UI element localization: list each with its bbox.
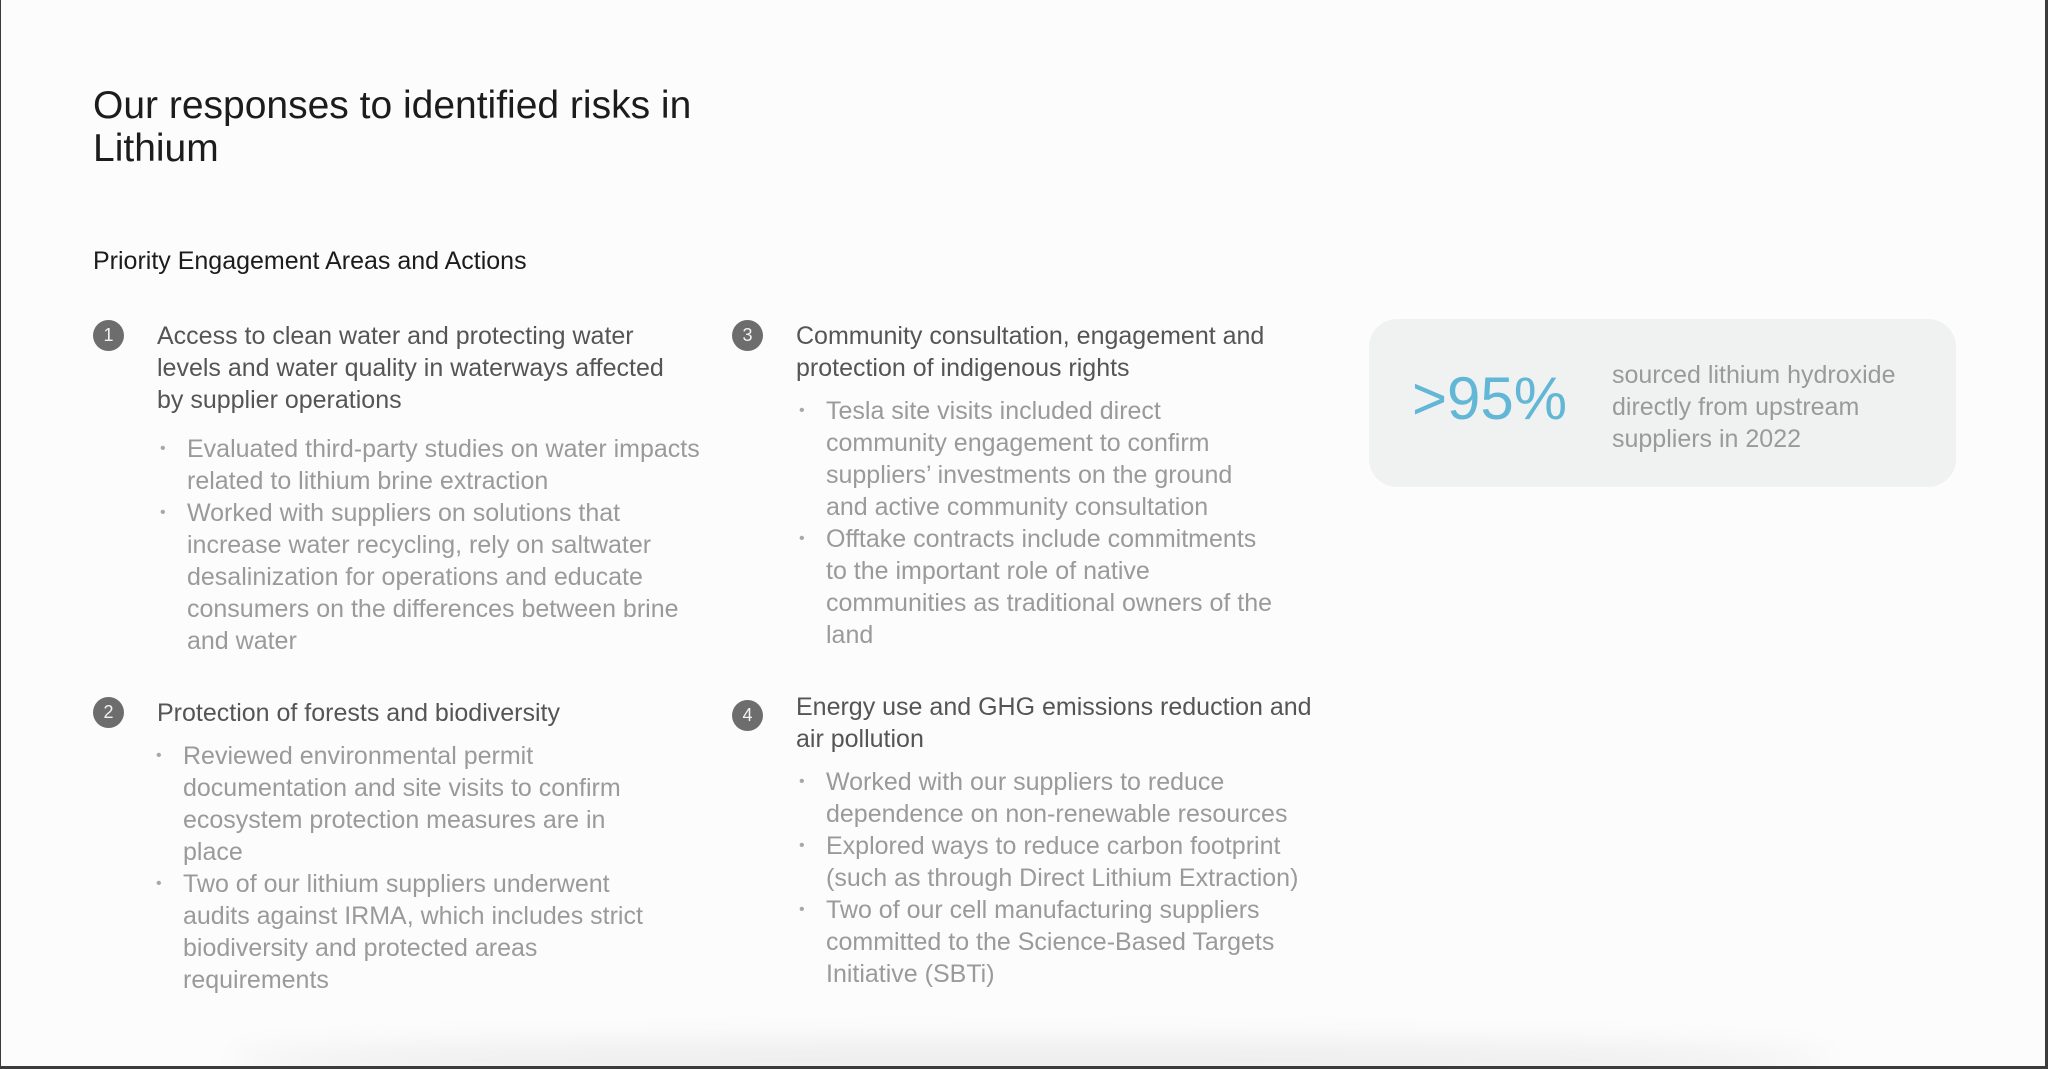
area-heading: Protection of forests and biodiversity bbox=[157, 699, 560, 727]
area-bullet-list bbox=[796, 766, 1341, 990]
area-heading: Energy use and GHG emissions reduction and air pollution bbox=[796, 693, 1312, 753]
area-bullet-list bbox=[796, 395, 1276, 651]
list-item-text: Worked with our suppliers to reduce dependence on non-renewable resources bbox=[826, 768, 1288, 828]
list-item bbox=[157, 433, 717, 497]
engagement-area-3 bbox=[732, 320, 1352, 660]
bullet-icon: • bbox=[160, 440, 166, 457]
list-item bbox=[796, 395, 1276, 523]
list-item bbox=[796, 766, 1341, 830]
area-number-badge: 3 bbox=[732, 320, 763, 351]
stat-label: sourced lithium hydroxide directly from upstream suppliers in 2022 bbox=[1612, 361, 1896, 453]
bullet-icon: • bbox=[799, 773, 805, 790]
engagement-area-4 bbox=[732, 691, 1352, 1001]
list-item-text: Tesla site visits included direct community engagement to confirm suppliers’ investments on the ground and active community consultation bbox=[826, 397, 1233, 521]
area-bullet-list bbox=[157, 433, 717, 657]
slide-bottom-shadow bbox=[231, 1040, 1831, 1066]
list-item bbox=[153, 868, 643, 996]
bullet-icon: • bbox=[156, 875, 162, 892]
stat-value: >95% bbox=[1412, 365, 1568, 432]
list-item bbox=[153, 740, 643, 868]
list-item-text: Explored ways to reduce carbon footprint (such as through Direct Lithium Extraction) bbox=[826, 832, 1299, 892]
area-number-badge: 4 bbox=[732, 700, 763, 731]
list-item bbox=[796, 830, 1341, 894]
list-item-text: Two of our lithium suppliers underwent audits against IRMA, which includes strict biodiversity and protected areas requirements bbox=[183, 870, 643, 994]
list-item-text: Offtake contracts include commitments to the important role of native communities as traditional owners of the land bbox=[826, 525, 1273, 649]
slide bbox=[1, 0, 2045, 1066]
list-item bbox=[796, 523, 1276, 651]
bullet-icon: • bbox=[799, 402, 805, 419]
page-title: Our responses to identified risks in Lithium bbox=[93, 84, 692, 170]
list-item bbox=[157, 497, 717, 657]
bullet-icon: • bbox=[160, 504, 166, 521]
bullet-icon: • bbox=[799, 530, 805, 547]
section-subtitle: Priority Engagement Areas and Actions bbox=[93, 247, 527, 275]
engagement-area-1 bbox=[93, 320, 713, 660]
list-item-text: Reviewed environmental permit documentation and site visits to confirm ecosystem protection measures are in place bbox=[183, 742, 621, 866]
stat-card bbox=[1369, 319, 1956, 487]
list-item-text: Two of our cell manufacturing suppliers committed to the Science-Based Targets Initiative (SBTi) bbox=[826, 896, 1275, 988]
bullet-icon: • bbox=[156, 747, 162, 764]
area-bullet-list bbox=[153, 740, 643, 996]
area-number-badge: 1 bbox=[93, 320, 124, 351]
engagement-area-2 bbox=[93, 697, 713, 1007]
list-item bbox=[796, 894, 1341, 990]
bullet-icon: • bbox=[799, 901, 805, 918]
area-heading: Community consultation, engagement and protection of indigenous rights bbox=[796, 322, 1265, 382]
area-number-badge: 2 bbox=[93, 697, 124, 728]
list-item-text: Evaluated third-party studies on water impacts related to lithium brine extraction bbox=[187, 435, 700, 495]
area-heading: Access to clean water and protecting water levels and water quality in waterways affected by supplier operations bbox=[157, 322, 664, 414]
bullet-icon: • bbox=[799, 837, 805, 854]
list-item-text: Worked with suppliers on solutions that increase water recycling, rely on saltwater desalinization for operations and educate consumers on the differences between brine and water bbox=[187, 499, 679, 655]
